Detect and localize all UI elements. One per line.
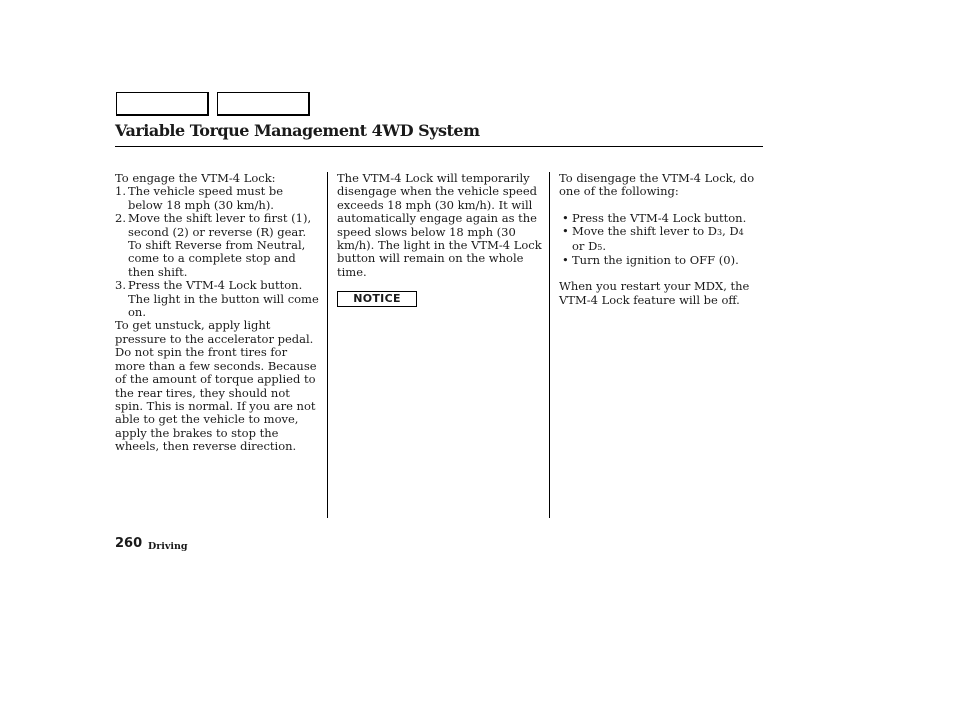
column-disengage bbox=[559, 172, 759, 307]
bullet-1-dot: • bbox=[562, 210, 569, 225]
step-2 bbox=[115, 212, 319, 279]
title-rule bbox=[115, 146, 763, 147]
section-name: Driving bbox=[148, 541, 188, 552]
step-3-text: Press the VTM-4 Lock button. The light in the button will come on. bbox=[128, 278, 319, 320]
unstuck-paragraph: To get unstuck, apply light pressure to the accelerator pedal. Do not spin the front tires for more than a few seconds. Because of the amount of torque applied to the rear tires, they should not spin. This is normal. If you are not able to get the vehicle to move, apply the brakes to stop the wheels, then reverse direction. bbox=[115, 318, 317, 454]
column-divider-1 bbox=[327, 172, 328, 518]
step-2-number: 2. bbox=[115, 211, 126, 226]
auto-disengage-paragraph: The VTM-4 Lock will temporarily disengage when the vehicle speed exceeds 18 mph (30 km/h). It will automatically engage again as the speed slows below 18 mph (30 km/h). The light in the VTM-4 Lock button will remain on the whole time. bbox=[337, 171, 542, 279]
column-engage bbox=[115, 172, 319, 454]
restart-note: When you restart your MDX, the VTM-4 Lock feature will be off. bbox=[559, 279, 750, 307]
notice-label: NOTICE bbox=[337, 291, 417, 307]
bullet-1-text: Press the VTM-4 Lock button. bbox=[572, 210, 747, 225]
disengage-intro: To disengage the VTM-4 Lock, do one of the following: bbox=[559, 171, 755, 199]
step-3 bbox=[115, 279, 319, 319]
step-3-number: 3. bbox=[115, 278, 126, 293]
step-1-text: The vehicle speed must be below 18 mph (30 km/h). bbox=[128, 184, 284, 212]
column-auto-disengage bbox=[337, 172, 544, 307]
bullet-2-dot: • bbox=[562, 224, 569, 239]
engage-intro: To engage the VTM-4 Lock: bbox=[115, 171, 276, 185]
nav-tab-1[interactable] bbox=[116, 92, 209, 116]
bullet-1 bbox=[559, 212, 759, 225]
page-number: 260 bbox=[115, 536, 143, 551]
nav-tab-2[interactable] bbox=[217, 92, 310, 116]
bullet-2-text: Move the shift lever to D3, D4 or D5. bbox=[572, 224, 744, 253]
bullet-3 bbox=[559, 254, 759, 267]
step-1 bbox=[115, 185, 319, 212]
column-divider-2 bbox=[549, 172, 550, 518]
step-2-text: Move the shift lever to first (1), second (2) or reverse (R) gear. To shift Reverse from Neutral, come to a complete stop and then shift. bbox=[128, 211, 312, 279]
bullet-3-dot: • bbox=[562, 253, 569, 268]
page-title: Variable Torque Management 4WD System bbox=[115, 121, 480, 140]
bullet-3-text: Turn the ignition to OFF (0). bbox=[572, 253, 739, 268]
bullet-2 bbox=[559, 225, 759, 254]
step-1-number: 1. bbox=[115, 184, 126, 199]
